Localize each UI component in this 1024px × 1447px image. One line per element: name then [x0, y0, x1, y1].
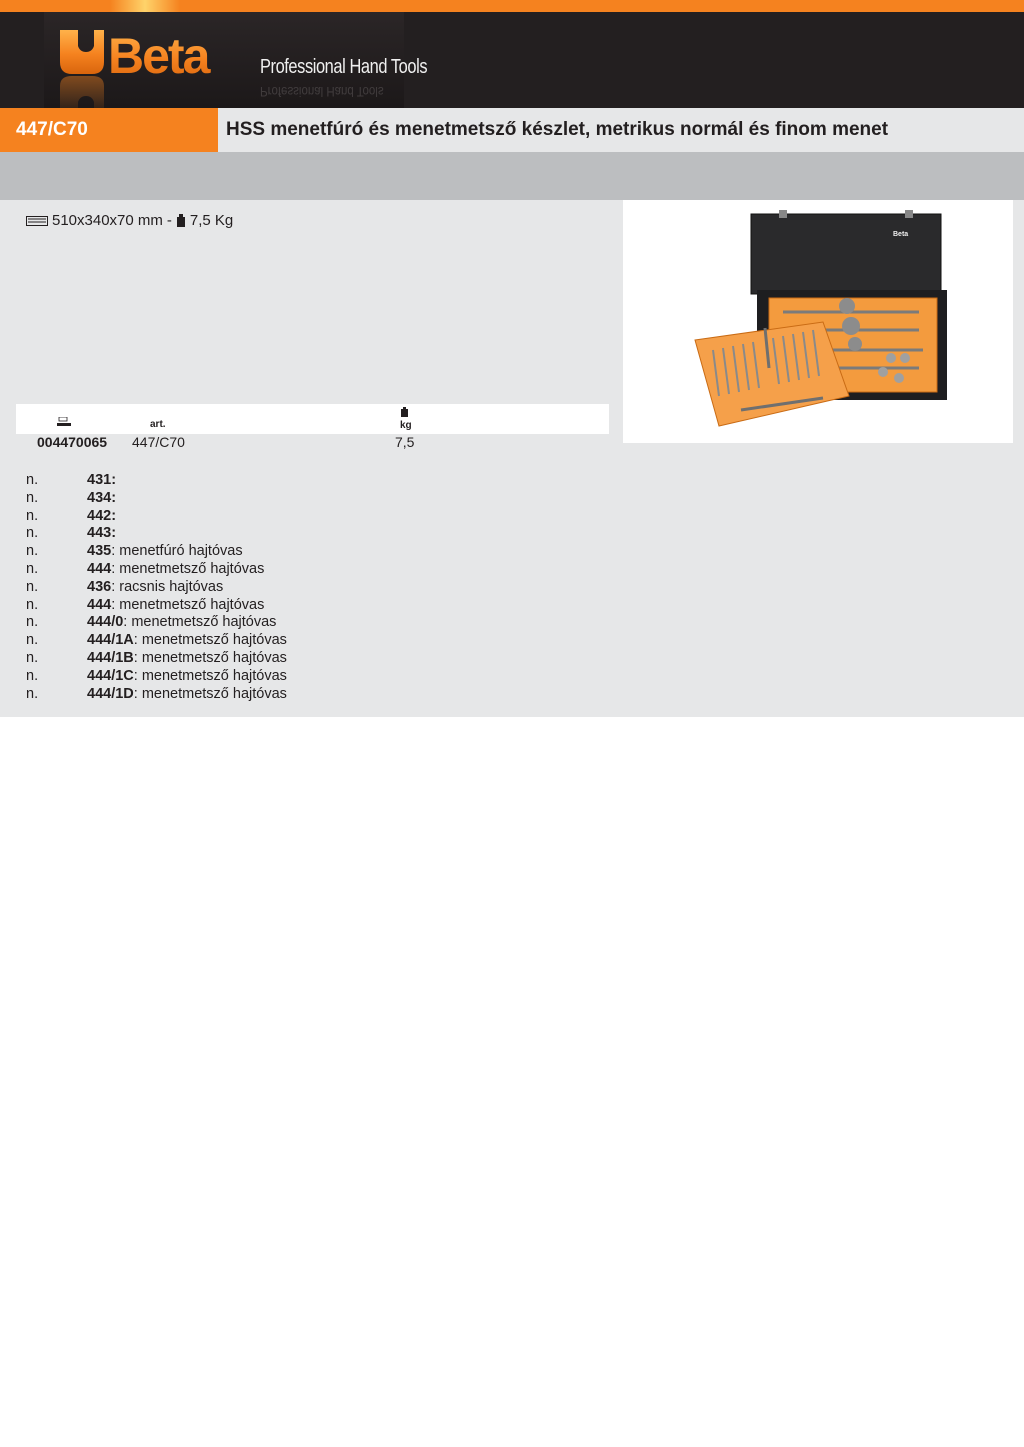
- case-brand-label: Beta: [893, 231, 909, 238]
- logo-text: Beta: [108, 28, 209, 84]
- weight-value: 7,5 Kg: [189, 212, 234, 229]
- dimensions-line: [26, 212, 233, 229]
- accent-glow: [110, 0, 180, 12]
- dimensions-separator: -: [166, 212, 172, 229]
- ruler-icon: [26, 216, 48, 226]
- grey-divider-strip: [0, 152, 1024, 200]
- weight-column-icon: [401, 407, 408, 417]
- product-photo: [623, 200, 1013, 443]
- product-code-tab: [0, 108, 218, 152]
- article-table-header: [16, 404, 609, 434]
- article-code: 004470065: [37, 434, 108, 450]
- barcode-icon: [57, 417, 71, 427]
- brand-tagline: Professional Hand Tools: [260, 56, 428, 78]
- product-title: HSS menetfúró és menetmetsző készlet, metrikus normál és finom menet: [226, 119, 889, 140]
- product-content: 510x340x70 mm - 7,5 Kg Beta art. kg 004470065 447/C70 7,5 n. 431: n. 434: n. 442: n. 443: n. 435: menetfúró hajtóvas n. 444: menetmetsző hajtóvas n. 436: racsnis hajtóvas n. 444: menetmetsző hajtóvas n. 444/0: menetmetsző hajtóvas n. 444/1A: menetmetsző hajtóvas n. 444/1B: menetmetsző hajtóvas n. 444/1C: menetmetsző hajtóvas n. 444/1D: menetmetsző hajtóvas: [0, 200, 1024, 717]
- toolcase-illustration: [623, 200, 1013, 443]
- top-accent-bar: [0, 0, 1024, 12]
- beta-logo: [56, 26, 246, 116]
- weight-icon: [176, 214, 186, 227]
- dimensions-value: 510x340x70 mm: [52, 212, 163, 229]
- art-column-header: art.: [150, 419, 166, 430]
- product-code: 447/C70: [16, 119, 88, 140]
- product-title-bar: [0, 108, 1024, 152]
- brand-tagline-reflection: Professional Hand Tools: [260, 84, 384, 100]
- article-kg: 7,5: [395, 434, 415, 450]
- brand-header: [0, 12, 1024, 108]
- kg-column-header: kg: [400, 420, 412, 431]
- article-art: 447/C70: [132, 434, 185, 450]
